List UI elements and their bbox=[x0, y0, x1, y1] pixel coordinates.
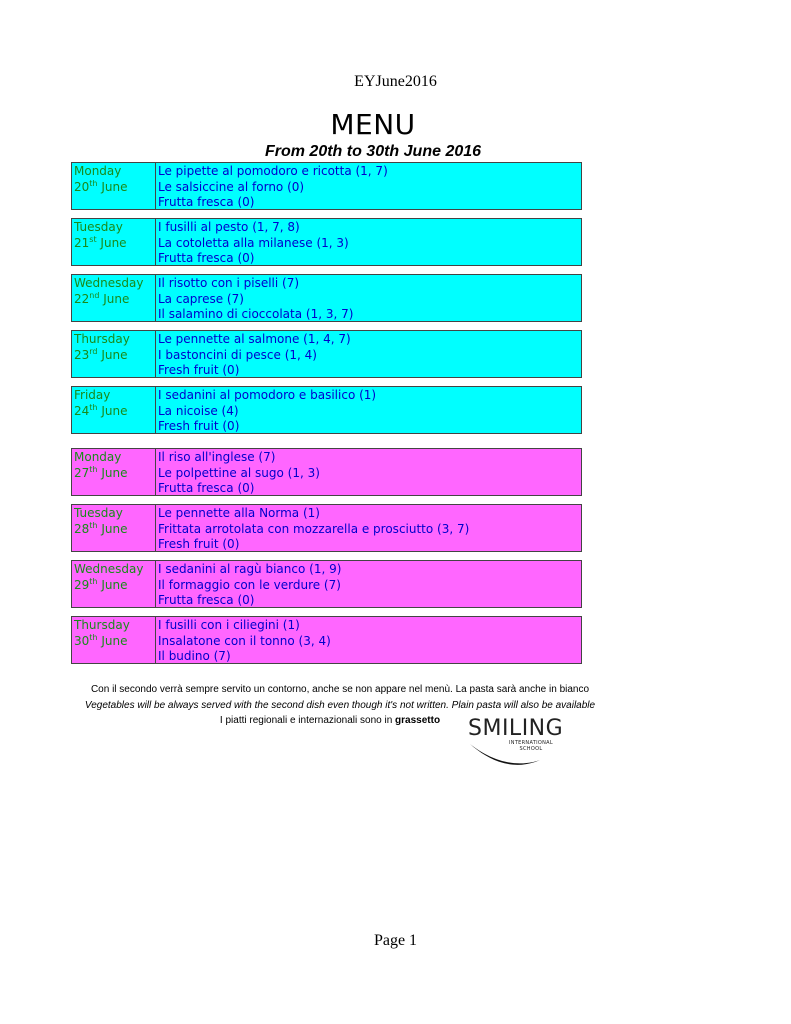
dishes-cell bbox=[156, 561, 581, 610]
day-block bbox=[71, 448, 582, 496]
date-number: 21 bbox=[74, 235, 90, 250]
date-number: 29 bbox=[74, 577, 90, 592]
dish-item: Frutta fresca (0) bbox=[158, 251, 255, 265]
logo-name: SMILING bbox=[468, 716, 564, 741]
date-month: June bbox=[101, 347, 128, 362]
date-suffix: rd bbox=[89, 346, 98, 356]
date-month: June bbox=[101, 465, 128, 480]
school-logo bbox=[468, 716, 568, 770]
day-label-cell bbox=[72, 505, 156, 551]
document-header-code: EYJune2016 bbox=[354, 73, 437, 90]
date-month: June bbox=[101, 403, 128, 418]
day-name: Thursday bbox=[74, 332, 130, 346]
day-date bbox=[74, 348, 153, 364]
dish-item: La cotoletta alla milanese (1, 3) bbox=[158, 235, 349, 250]
dish-item: Le pipette al pomodoro e ricotta (1, 7) bbox=[158, 164, 388, 178]
day-date bbox=[74, 404, 153, 420]
date-suffix: th bbox=[89, 402, 98, 412]
dish-item: Insalatone con il tonno (3, 4) bbox=[158, 633, 331, 648]
date-number: 22 bbox=[74, 291, 90, 306]
day-block bbox=[71, 274, 582, 322]
note-english: Vegetables will be always served with the second dish even though it's not written. Plain pasta will also be available bbox=[84, 700, 596, 711]
dish-item: Fresh fruit (0) bbox=[158, 537, 240, 551]
date-number: 24 bbox=[74, 403, 90, 418]
day-name: Wednesday bbox=[74, 276, 144, 290]
dish-item: I fusilli con i ciliegini (1) bbox=[158, 618, 300, 632]
day-date bbox=[74, 466, 153, 482]
day-name: Monday bbox=[74, 164, 122, 178]
day-name: Tuesday bbox=[74, 220, 123, 234]
date-number: 20 bbox=[74, 179, 90, 194]
dishes-cell bbox=[156, 163, 581, 212]
date-suffix: th bbox=[89, 632, 98, 642]
dishes-cell bbox=[156, 275, 581, 324]
day-block bbox=[71, 504, 582, 552]
menu-subtitle: From 20th to 30th June 2016 bbox=[264, 143, 482, 160]
date-month: June bbox=[101, 179, 128, 194]
dish-item: La caprese (7) bbox=[158, 291, 244, 306]
note-regional-bold: grassetto bbox=[395, 715, 441, 726]
day-block bbox=[71, 218, 582, 266]
day-name: Wednesday bbox=[74, 562, 144, 576]
dish-item: Il riso all'inglese (7) bbox=[158, 450, 276, 464]
date-month: June bbox=[101, 521, 128, 536]
date-suffix: st bbox=[89, 234, 97, 244]
day-label-cell bbox=[72, 617, 156, 663]
dish-item: Frutta fresca (0) bbox=[158, 481, 255, 495]
dishes-cell bbox=[156, 449, 581, 498]
dish-item: Le salsiccine al forno (0) bbox=[158, 179, 305, 194]
day-label-cell bbox=[72, 275, 156, 321]
date-number: 23 bbox=[74, 347, 90, 362]
dish-item: Il formaggio con le verdure (7) bbox=[158, 577, 341, 592]
day-name: Friday bbox=[74, 388, 111, 402]
date-suffix: nd bbox=[89, 290, 100, 300]
date-month: June bbox=[103, 291, 130, 306]
day-block bbox=[71, 162, 582, 210]
dish-item: Le pennette al salmone (1, 4, 7) bbox=[158, 332, 351, 346]
logo-sub-line2: SCHOOL bbox=[519, 746, 543, 752]
day-block bbox=[71, 386, 582, 434]
note-regional-text: I piatti regionali e internazionali sono in bbox=[219, 715, 393, 726]
day-label-cell bbox=[72, 219, 156, 265]
date-number: 28 bbox=[74, 521, 90, 536]
dish-item: I sedanini al ragù bianco (1, 9) bbox=[158, 562, 342, 576]
day-date bbox=[74, 634, 153, 650]
day-date bbox=[74, 236, 153, 252]
day-name: Tuesday bbox=[74, 506, 123, 520]
day-label-cell bbox=[72, 449, 156, 495]
day-date bbox=[74, 180, 153, 196]
day-date bbox=[74, 522, 153, 538]
day-block bbox=[71, 616, 582, 664]
dish-item: Il budino (7) bbox=[158, 649, 231, 663]
dishes-cell bbox=[156, 505, 581, 554]
dish-item: Frutta fresca (0) bbox=[158, 195, 255, 209]
date-suffix: th bbox=[89, 178, 98, 188]
dish-item: Fresh fruit (0) bbox=[158, 363, 240, 377]
day-block bbox=[71, 560, 582, 608]
day-date bbox=[74, 292, 153, 308]
date-number: 30 bbox=[74, 633, 90, 648]
dish-item: Fresh fruit (0) bbox=[158, 419, 240, 433]
dish-item: Il salamino di cioccolata (1, 3, 7) bbox=[158, 307, 354, 321]
day-name: Monday bbox=[74, 450, 122, 464]
dish-item: I bastoncini di pesce (1, 4) bbox=[158, 347, 317, 362]
dish-item: I sedanini al pomodoro e basilico (1) bbox=[158, 388, 377, 402]
dishes-cell bbox=[156, 331, 581, 380]
dish-item: La nicoise (4) bbox=[158, 403, 239, 418]
date-suffix: th bbox=[89, 576, 98, 586]
smile-swoosh-icon bbox=[468, 742, 568, 772]
day-label-cell bbox=[72, 387, 156, 433]
date-month: June bbox=[101, 577, 128, 592]
day-label-cell bbox=[72, 561, 156, 607]
date-month: June bbox=[100, 235, 127, 250]
day-label-cell bbox=[72, 163, 156, 209]
dish-item: Le polpettine al sugo (1, 3) bbox=[158, 465, 320, 480]
dish-item: Frutta fresca (0) bbox=[158, 593, 255, 607]
dish-item: Frittata arrotolata con mozzarella e prosciutto (3, 7) bbox=[158, 521, 470, 536]
date-number: 27 bbox=[74, 465, 90, 480]
day-date bbox=[74, 578, 153, 594]
dish-item: I fusilli al pesto (1, 7, 8) bbox=[158, 220, 300, 234]
date-suffix: th bbox=[89, 520, 98, 530]
date-month: June bbox=[101, 633, 128, 648]
page-number: Page 1 bbox=[373, 932, 418, 949]
dishes-cell bbox=[156, 617, 581, 666]
day-block bbox=[71, 330, 582, 378]
day-name: Thursday bbox=[74, 618, 130, 632]
logo-sub-line1: INTERNATIONAL bbox=[509, 740, 553, 746]
dishes-cell bbox=[156, 387, 581, 436]
dishes-cell bbox=[156, 219, 581, 268]
menu-title: MENU bbox=[330, 108, 416, 141]
day-label-cell bbox=[72, 331, 156, 377]
dish-item: Le pennette alla Norma (1) bbox=[158, 506, 320, 520]
note-italian: Con il secondo verrà sempre servito un contorno, anche se non appare nel menù. La pasta sarà anche in bianco bbox=[90, 684, 590, 695]
date-suffix: th bbox=[89, 464, 98, 474]
dish-item: Il risotto con i piselli (7) bbox=[158, 276, 300, 290]
